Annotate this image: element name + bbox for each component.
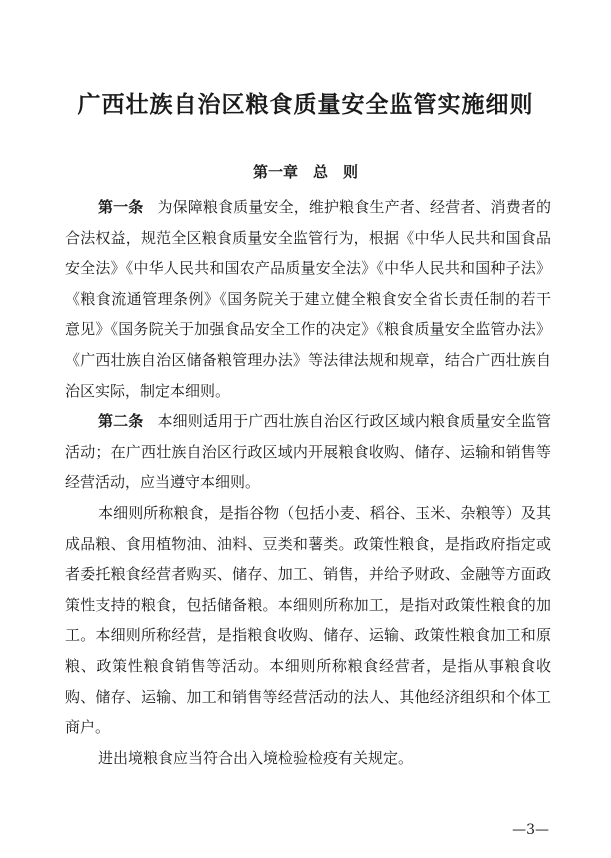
article-1-number: 第一条 bbox=[98, 198, 144, 216]
import-export-text: 进出境粮食应当符合出入境检验检疫有关规定。 bbox=[98, 748, 414, 767]
article-2-paragraph bbox=[65, 406, 551, 498]
article-2-text: 本细则适用于广西壮族自治区行政区域内粮食质量安全监管活动；在广西壮族自治区行政区域内开展粮食收购、储存、运输和销售等经营活动，应当遵守本细则。 bbox=[65, 412, 551, 492]
import-export-paragraph bbox=[65, 743, 551, 774]
definitions-paragraph bbox=[65, 498, 551, 743]
article-1-text: 为保障粮食质量安全，维护粮食生产者、经营者、消费者的合法权益，规范全区粮食质量安全监管行为，根据《中华人民共和国食品安全法》《中华人民共和国农产品质量安全法》《中华人民共和国种子法》《粮食流通管理条例》《国务院关于建立健全粮食安全省长责任制的若干意见》《国务院关于加强食品安全工作的决定》《粮食质量安全监管办法》《广西壮族自治区储备粮管理办法》等法律法规和规章，结合广西壮族自治区实际，制定本细则。 bbox=[65, 198, 551, 400]
article-2-number: 第二条 bbox=[98, 412, 144, 431]
page-number: —3— bbox=[512, 822, 549, 838]
document-body bbox=[65, 192, 551, 773]
chapter-heading: 第一章 总 则 bbox=[252, 163, 358, 181]
definitions-text: 本细则所称粮食，是指谷物（包括小麦、稻谷、玉米、杂粮等）及其成品粮、食用植物油、油料、豆类和薯类。政策性粮食，是指政府指定或者委托粮食经营者购买、储存、加工、销售，并给予财政、金融等方面政策性支持的粮食，包括储备粮。本细则所称加工，是指对政策性粮食的加工。本细则所称经营，是指粮食收购、储存、运输、政策性粮食加工和原粮、政策性粮食销售等活动。本细则所称粮食经营者，是指从事粮食收购、储存、运输、加工和销售等经营活动的法人、其他经济组织和个体工商户。 bbox=[65, 503, 551, 737]
article-1-paragraph bbox=[65, 192, 551, 406]
document-title: 广西壮族自治区粮食质量安全监管实施细则 bbox=[77, 92, 534, 118]
